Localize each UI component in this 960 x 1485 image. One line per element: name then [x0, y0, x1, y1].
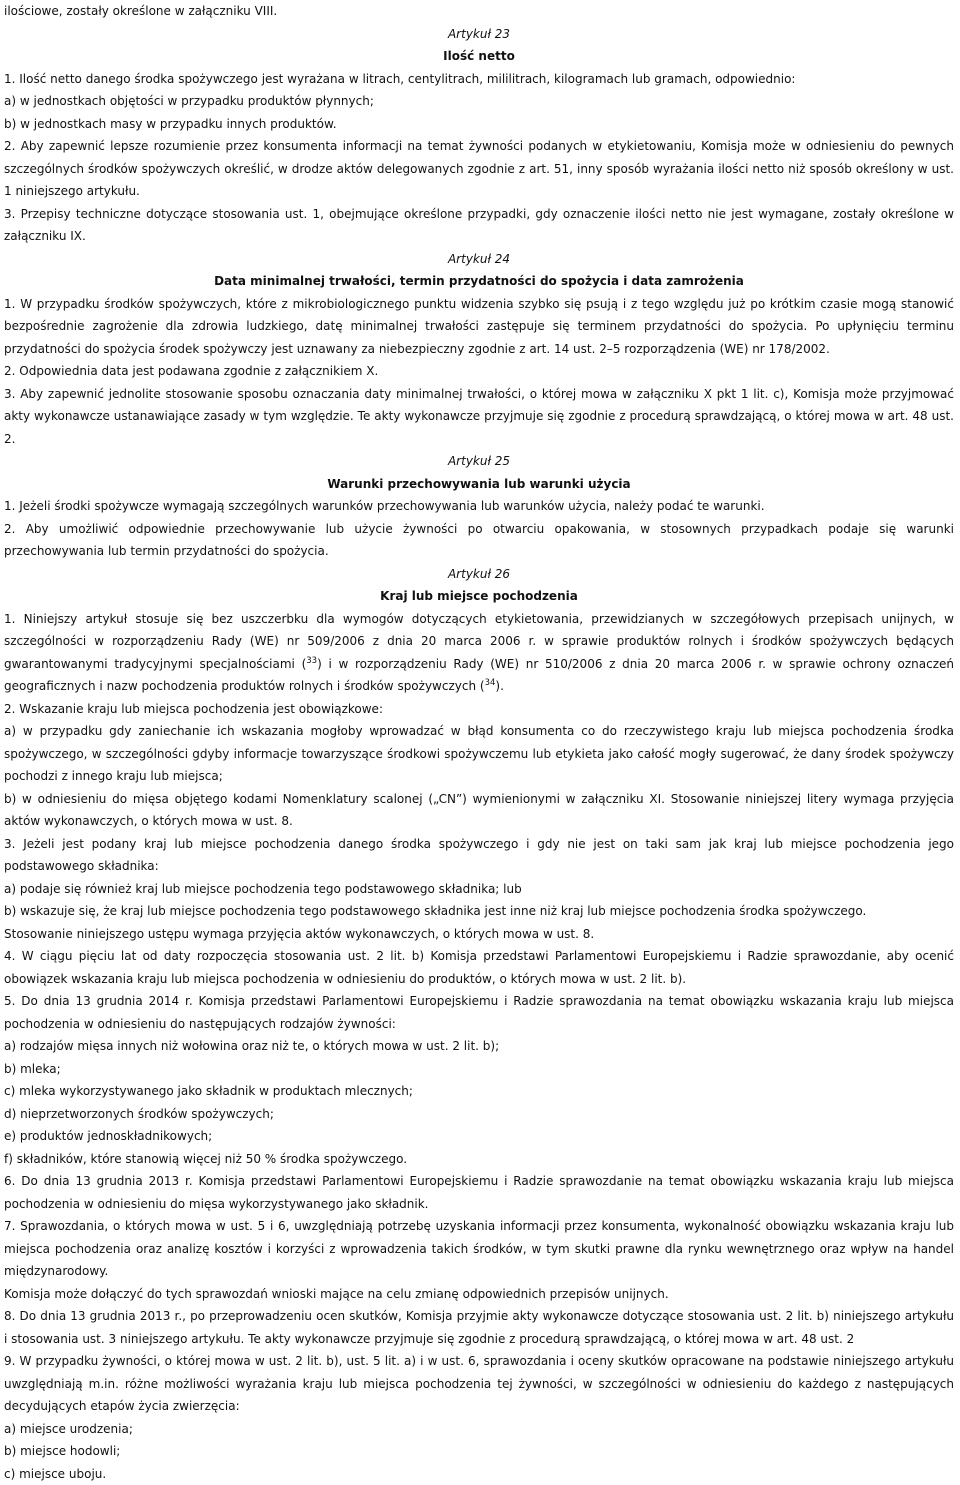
paragraph: f) składników, które stanowią więcej niż 50 % środka spożywczego. — [4, 1148, 954, 1171]
paragraph: a) w jednostkach objętości w przypadku produktów płynnych; — [4, 90, 954, 113]
paragraph: e) produktów jednoskładnikowych; — [4, 1125, 954, 1148]
paragraph: Komisja może dołączyć do tych sprawozdań wnioski mające na celu zmianę odpowiednich przepisów unijnych. — [4, 1283, 954, 1306]
paragraph: c) miejsce uboju. — [4, 1463, 954, 1485]
article-number: Artykuł 26 — [4, 563, 954, 586]
paragraph: 7. Sprawozdania, o których mowa w ust. 5 i 6, uwzględniają potrzebę uzyskania informacji przez konsumenta, wykonalność obowiązku wskazania kraju lub miejsca pochodzenia oraz analizę kosztów i korzyści z wprowadzenia takich środków, w tym skutki prawne dla rynku wewnętrznego oraz wpływ na handel międzynarodowy. — [4, 1215, 954, 1283]
paragraph: b) mleka; — [4, 1058, 954, 1081]
paragraph: 8. Do dnia 13 grudnia 2013 r., po przeprowadzeniu ocen skutków, Komisja przyjmie akty wykonawcze dotyczące stosowania ust. 2 lit. b) niniejszego artykułu i stosowania ust. 3 niniejszego artykułu. Te akty wykonawcze przyjmuje się zgodnie z procedurą sprawdzającą, o której mowa w art. 48 ust. 2 — [4, 1305, 954, 1350]
paragraph: 4. W ciągu pięciu lat od daty rozpoczęcia stosowania ust. 2 lit. b) Komisja przedstawi Parlamentowi Europejskiemu i Radzie sprawozdanie, aby ocenić obowiązek wskazania kraju lub miejsca pochodzenia w odniesieniu do produktów, o których mowa w ust. 2 lit. b). — [4, 945, 954, 990]
article-heading: Ilość netto — [4, 45, 954, 68]
paragraph: 1. Ilość netto danego środka spożywczego jest wyrażana w litrach, centylitrach, mililitrach, kilogramach lub gramach, odpowiednio: — [4, 68, 954, 91]
article-number: Artykuł 23 — [4, 23, 954, 46]
paragraph: 2. Odpowiednia data jest podawana zgodnie z załącznikiem X. — [4, 360, 954, 383]
footnote-reference: 33 — [306, 656, 317, 666]
paragraph: Stosowanie niniejszego ustępu wymaga przyjęcia aktów wykonawczych, o których mowa w ust. 8. — [4, 923, 954, 946]
paragraph: a) miejsce urodzenia; — [4, 1418, 954, 1441]
paragraph: 5. Do dnia 13 grudnia 2014 r. Komisja przedstawi Parlamentowi Europejskiemu i Radzie sprawozdania na temat obowiązku wskazania kraju lub miejsca pochodzenia w odniesieniu do następujących rodzajów żywności: — [4, 990, 954, 1035]
paragraph: 1. Jeżeli środki spożywcze wymagają szczególnych warunków przechowywania lub warunków użycia, należy podać te warunki. — [4, 495, 954, 518]
paragraph-text: ). — [495, 679, 504, 693]
paragraph: 3. Aby zapewnić jednolite stosowanie sposobu oznaczania daty minimalnej trwałości, o której mowa w załączniku X pkt 1 lit. c), Komisja może przyjmować akty wykonawcze ustanawiające zasady w tym względzie. Te akty wykonawcze przyjmuje się zgodnie z procedurą sprawdzającą, o której mowa w art. 48 ust. 2. — [4, 383, 954, 451]
article-number: Artykuł 25 — [4, 450, 954, 473]
paragraph: 2. Aby zapewnić lepsze rozumienie przez konsumenta informacji na temat żywności podanych w etykietowaniu, Komisja może w odniesieniu do pewnych szczególnych środków spożywczych określić, w drodze aktów delegowanych zgodnie z art. 51, inny sposób wyrażania ilości netto niż sposób określony w ust. 1 niniejszego artykułu. — [4, 135, 954, 203]
paragraph: 2. Wskazanie kraju lub miejsca pochodzenia jest obowiązkowe: — [4, 698, 954, 721]
paragraph: 6. Do dnia 13 grudnia 2013 r. Komisja przedstawi Parlamentowi Europejskiemu i Radzie sprawozdanie na temat obowiązku wskazania kraju lub miejsca pochodzenia w odniesieniu do mięsa wykorzystywanego jako składnik. — [4, 1170, 954, 1215]
paragraph: 9. W przypadku żywności, o której mowa w ust. 2 lit. b), ust. 5 lit. a) i w ust. 6, sprawozdania i oceny skutków opracowane na podstawie niniejszego artykułu uwzględniają m.in. różne możliwości wyrażania kraju lub miejsca pochodzenia tej żywności, w szczególności w odniesieniu do każdego z następujących decydujących etapów życia zwierzęcia: — [4, 1350, 954, 1418]
paragraph: a) podaje się również kraj lub miejsce pochodzenia tego podstawowego składnika; lub — [4, 878, 954, 901]
article-heading: Kraj lub miejsce pochodzenia — [4, 585, 954, 608]
article-heading: Data minimalnej trwałości, termin przydatności do spożycia i data zamrożenia — [4, 270, 954, 293]
article-number: Artykuł 24 — [4, 248, 954, 271]
paragraph: 3. Jeżeli jest podany kraj lub miejsce pochodzenia danego środka spożywczego i gdy nie jest on taki sam jak kraj lub miejsce pochodzenia jego podstawowego składnika: — [4, 833, 954, 878]
paragraph: d) nieprzetworzonych środków spożywczych; — [4, 1103, 954, 1126]
paragraph: b) w odniesieniu do mięsa objętego kodami Nomenklatury scalonej („CN”) wymienionymi w załączniku XI. Stosowanie niniejszej litery wymaga przyjęcia aktów wykonawczych, o których mowa w ust. 8. — [4, 788, 954, 833]
paragraph-with-footnotes — [4, 608, 954, 698]
paragraph: b) w jednostkach masy w przypadku innych produktów. — [4, 113, 954, 136]
paragraph: b) wskazuje się, że kraj lub miejsce pochodzenia tego podstawowego składnika jest inne niż kraj lub miejsce pochodzenia środka spożywczego. — [4, 900, 954, 923]
paragraph: b) miejsce hodowli; — [4, 1440, 954, 1463]
paragraph: 2. Aby umożliwić odpowiednie przechowywanie lub użycie żywności po otwarciu opakowania, w stosownych przypadkach podaje się warunki przechowywania lub termin przydatności do spożycia. — [4, 518, 954, 563]
paragraph: a) rodzajów mięsa innych niż wołowina oraz niż te, o których mowa w ust. 2 lit. b); — [4, 1035, 954, 1058]
paragraph: a) w przypadku gdy zaniechanie ich wskazania mogłoby wprowadzać w błąd konsumenta co do rzeczywistego kraju lub miejsca pochodzenia środka spożywczego, w szczególności gdyby informacje towarzyszące środkowi spożywczemu lub etykieta jako całość mogły sugerować, że dany środek spożywczy pochodzi z innego kraju lub miejsca; — [4, 720, 954, 788]
paragraph: 1. W przypadku środków spożywczych, które z mikrobiologicznego punktu widzenia szybko się psują i z tego względu już po krótkim czasie mogą stanowić bezpośrednie zagrożenie dla zdrowia ludzkiego, datę minimalnej trwałości zastępuje się terminem przydatności do spożycia. Po upłynięciu terminu przydatności do spożycia środek spożywczy jest uznawany za niebezpieczny zgodnie z art. 14 ust. 2–5 rozporządzenia (WE) nr 178/2002. — [4, 293, 954, 361]
article-heading: Warunki przechowywania lub warunki użycia — [4, 473, 954, 496]
paragraph: c) mleka wykorzystywanego jako składnik w produktach mlecznych; — [4, 1080, 954, 1103]
footnote-reference: 34 — [485, 678, 496, 688]
paragraph-text: 1. Niniejszy artykuł stosuje się bez uszczerbku dla wymogów dotyczących etykietowania, przewidzianych w szczegółowych przepisach unijnych, w szczególności w rozporządzeniu Rady (WE) nr 509/2006 z dnia 20 marca 2006 r. w sprawie produktów rolnych i środków spożywczych będących gwarantowanymi tradycyjnymi specjalnościami ( — [4, 612, 954, 671]
paragraph: ilościowe, zostały określone w załączniku VIII. — [4, 0, 954, 23]
paragraph-text: ) i w rozporządzeniu Rady (WE) nr 510/2006 z dnia 20 marca 2006 r. w sprawie ochrony oznaczeń geograficznych i nazw pochodzenia produktów rolnych i środków spożywczych ( — [4, 657, 954, 694]
paragraph: 3. Przepisy techniczne dotyczące stosowania ust. 1, obejmujące określone przypadki, gdy oznaczenie ilości netto nie jest wymagane, zostały określone w załączniku IX. — [4, 203, 954, 248]
